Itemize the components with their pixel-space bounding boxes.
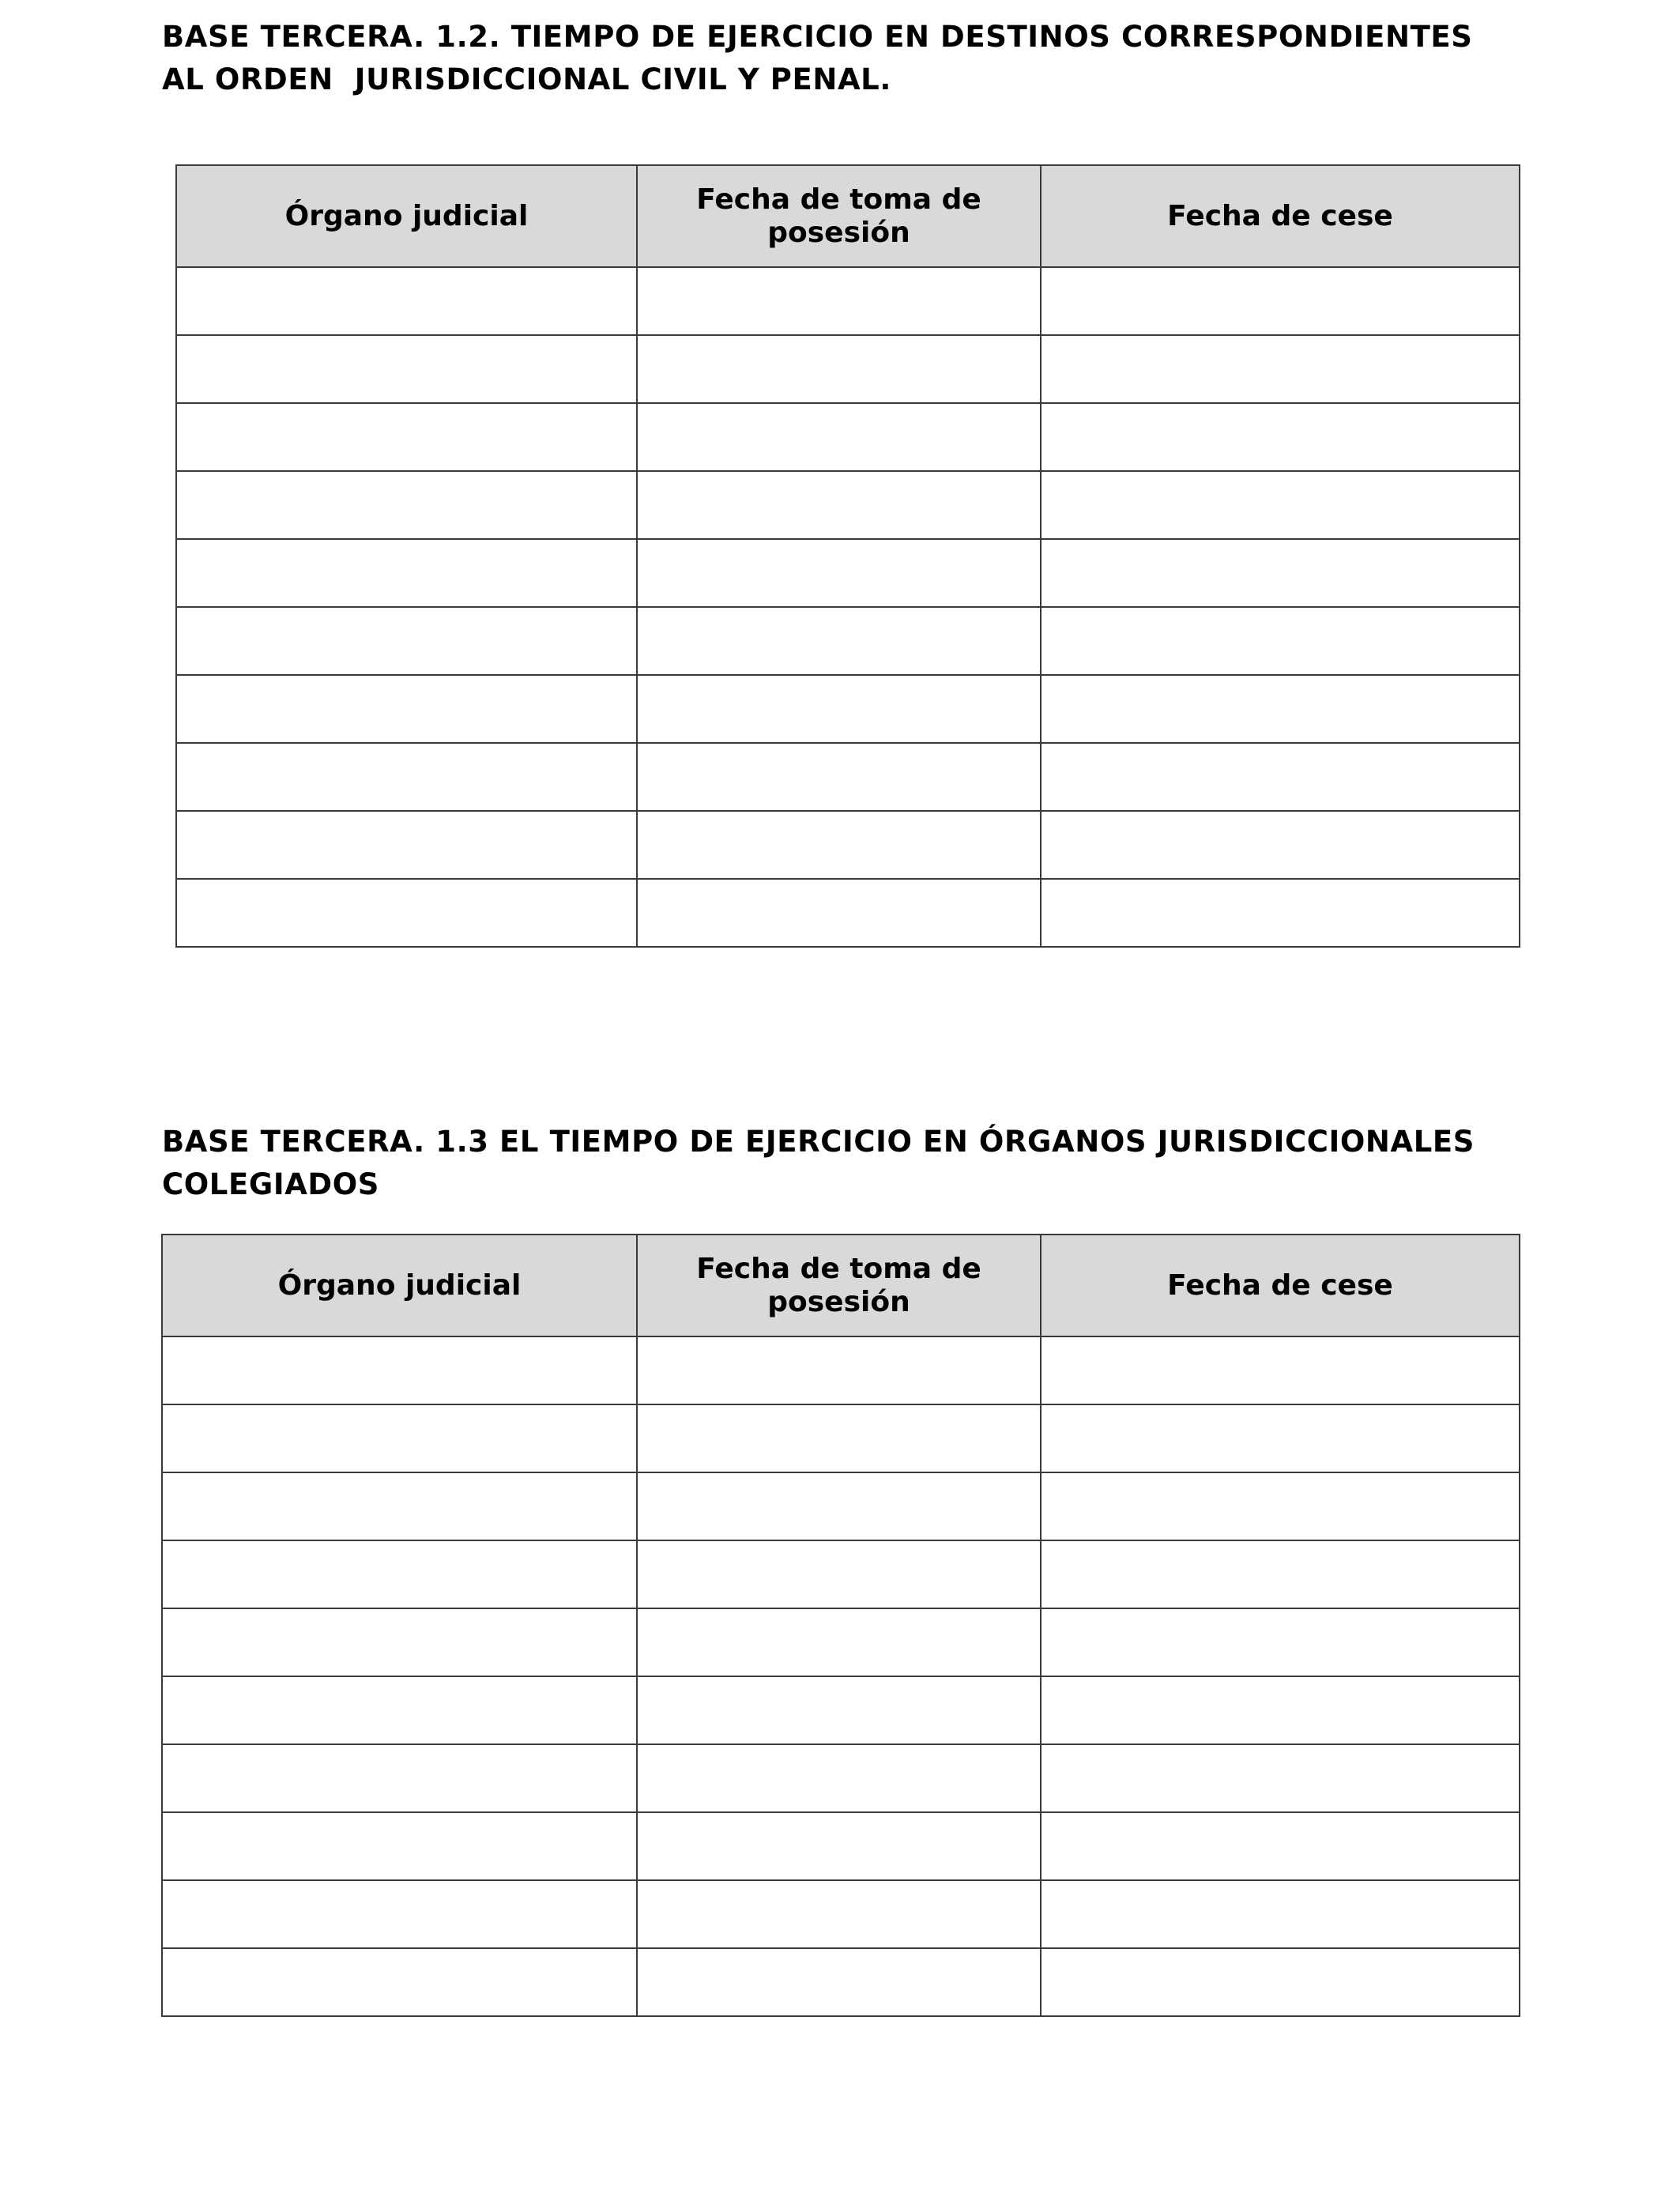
table-row bbox=[176, 267, 1520, 335]
table-row bbox=[176, 879, 1520, 947]
table-row bbox=[162, 1948, 1520, 2016]
table-row bbox=[162, 1608, 1520, 1676]
cell-fecha-toma-posesion[interactable] bbox=[637, 1812, 1041, 1880]
cell-fecha-cese[interactable] bbox=[1041, 1336, 1520, 1404]
cell-fecha-cese[interactable] bbox=[1041, 1608, 1520, 1676]
header-fecha-toma-posesion: Fecha de toma de posesión bbox=[637, 165, 1041, 267]
cell-organo-judicial[interactable] bbox=[162, 1744, 637, 1812]
cell-organo-judicial[interactable] bbox=[162, 1336, 637, 1404]
cell-organo-judicial[interactable] bbox=[176, 471, 637, 539]
organos-colegiados-table bbox=[161, 1234, 1520, 2017]
cell-fecha-toma-posesion[interactable] bbox=[637, 675, 1041, 743]
cell-organo-judicial[interactable] bbox=[176, 403, 637, 471]
table-row bbox=[162, 1540, 1520, 1608]
cell-fecha-cese[interactable] bbox=[1041, 335, 1520, 403]
cell-fecha-toma-posesion[interactable] bbox=[637, 811, 1041, 879]
cell-organo-judicial[interactable] bbox=[162, 1880, 637, 1948]
cell-fecha-cese[interactable] bbox=[1041, 1744, 1520, 1812]
cell-fecha-cese[interactable] bbox=[1041, 1540, 1520, 1608]
cell-fecha-cese[interactable] bbox=[1041, 1404, 1520, 1472]
cell-fecha-toma-posesion[interactable] bbox=[637, 1472, 1041, 1540]
section-2-title bbox=[162, 1121, 1521, 1206]
cell-fecha-cese[interactable] bbox=[1041, 879, 1520, 947]
cell-fecha-cese[interactable] bbox=[1041, 471, 1520, 539]
cell-fecha-toma-posesion[interactable] bbox=[637, 607, 1041, 675]
table-row bbox=[176, 403, 1520, 471]
table-row bbox=[162, 1812, 1520, 1880]
cell-fecha-cese[interactable] bbox=[1041, 1472, 1520, 1540]
table-row bbox=[162, 1676, 1520, 1744]
section-1-title bbox=[162, 16, 1521, 101]
header-fecha-toma-posesion: Fecha de toma de posesión bbox=[637, 1235, 1041, 1336]
section-1-title-line-2: AL ORDEN JURISDICCIONAL CIVIL Y PENAL. bbox=[162, 62, 892, 96]
cell-fecha-cese[interactable] bbox=[1041, 1812, 1520, 1880]
cell-fecha-toma-posesion[interactable] bbox=[637, 403, 1041, 471]
cell-organo-judicial[interactable] bbox=[162, 1608, 637, 1676]
cell-organo-judicial[interactable] bbox=[176, 811, 637, 879]
cell-fecha-toma-posesion[interactable] bbox=[637, 1880, 1041, 1948]
cell-organo-judicial[interactable] bbox=[162, 1948, 637, 2016]
cell-fecha-toma-posesion[interactable] bbox=[637, 335, 1041, 403]
cell-organo-judicial[interactable] bbox=[162, 1812, 637, 1880]
cell-fecha-cese[interactable] bbox=[1041, 811, 1520, 879]
table-row bbox=[162, 1472, 1520, 1540]
cell-fecha-toma-posesion[interactable] bbox=[637, 471, 1041, 539]
cell-fecha-cese[interactable] bbox=[1041, 403, 1520, 471]
cell-fecha-toma-posesion[interactable] bbox=[637, 1676, 1041, 1744]
cell-organo-judicial[interactable] bbox=[176, 539, 637, 607]
table-row bbox=[162, 1880, 1520, 1948]
cell-fecha-toma-posesion[interactable] bbox=[637, 539, 1041, 607]
table-row bbox=[162, 1336, 1520, 1404]
section-2-title-line-1: BASE TERCERA. 1.3 EL TIEMPO DE EJERCICIO EN ÓRGANOS JURISDICCIONALES bbox=[162, 1125, 1475, 1159]
cell-organo-judicial[interactable] bbox=[176, 335, 637, 403]
cell-fecha-cese[interactable] bbox=[1041, 267, 1520, 335]
cell-fecha-toma-posesion[interactable] bbox=[637, 743, 1041, 811]
cell-fecha-cese[interactable] bbox=[1041, 1948, 1520, 2016]
cell-fecha-cese[interactable] bbox=[1041, 743, 1520, 811]
cell-fecha-cese[interactable] bbox=[1041, 675, 1520, 743]
table-body bbox=[162, 1336, 1520, 2016]
cell-fecha-toma-posesion[interactable] bbox=[637, 267, 1041, 335]
table-body bbox=[176, 267, 1520, 947]
table-row bbox=[176, 539, 1520, 607]
header-organo-judicial: Órgano judicial bbox=[176, 165, 637, 267]
section-1-title-line-1: BASE TERCERA. 1.2. TIEMPO DE EJERCICIO EN DESTINOS CORRESPONDIENTES bbox=[162, 20, 1473, 54]
header-fecha-cese: Fecha de cese bbox=[1041, 165, 1520, 267]
cell-organo-judicial[interactable] bbox=[162, 1540, 637, 1608]
cell-fecha-toma-posesion[interactable] bbox=[637, 879, 1041, 947]
table-row bbox=[162, 1744, 1520, 1812]
table-row bbox=[176, 335, 1520, 403]
cell-fecha-toma-posesion[interactable] bbox=[637, 1608, 1041, 1676]
cell-fecha-cese[interactable] bbox=[1041, 539, 1520, 607]
cell-organo-judicial[interactable] bbox=[176, 607, 637, 675]
cell-organo-judicial[interactable] bbox=[176, 267, 637, 335]
table-row bbox=[176, 675, 1520, 743]
table-header-row bbox=[176, 165, 1520, 267]
cell-organo-judicial[interactable] bbox=[162, 1404, 637, 1472]
cell-organo-judicial[interactable] bbox=[162, 1472, 637, 1540]
destinos-civil-penal-table bbox=[175, 164, 1520, 948]
table-row bbox=[176, 607, 1520, 675]
cell-fecha-toma-posesion[interactable] bbox=[637, 1744, 1041, 1812]
table-row bbox=[176, 811, 1520, 879]
cell-organo-judicial[interactable] bbox=[176, 879, 637, 947]
section-2-title-line-2: COLEGIADOS bbox=[162, 1167, 380, 1201]
table-row bbox=[162, 1404, 1520, 1472]
table-row bbox=[176, 471, 1520, 539]
header-organo-judicial: Órgano judicial bbox=[162, 1235, 637, 1336]
cell-fecha-toma-posesion[interactable] bbox=[637, 1336, 1041, 1404]
cell-fecha-toma-posesion[interactable] bbox=[637, 1948, 1041, 2016]
cell-organo-judicial[interactable] bbox=[176, 675, 637, 743]
cell-fecha-cese[interactable] bbox=[1041, 1676, 1520, 1744]
cell-organo-judicial[interactable] bbox=[162, 1676, 637, 1744]
cell-fecha-cese[interactable] bbox=[1041, 607, 1520, 675]
cell-fecha-toma-posesion[interactable] bbox=[637, 1540, 1041, 1608]
table-row bbox=[176, 743, 1520, 811]
cell-organo-judicial[interactable] bbox=[176, 743, 637, 811]
header-fecha-cese: Fecha de cese bbox=[1041, 1235, 1520, 1336]
cell-fecha-toma-posesion[interactable] bbox=[637, 1404, 1041, 1472]
cell-fecha-cese[interactable] bbox=[1041, 1880, 1520, 1948]
table-header-row bbox=[162, 1235, 1520, 1336]
